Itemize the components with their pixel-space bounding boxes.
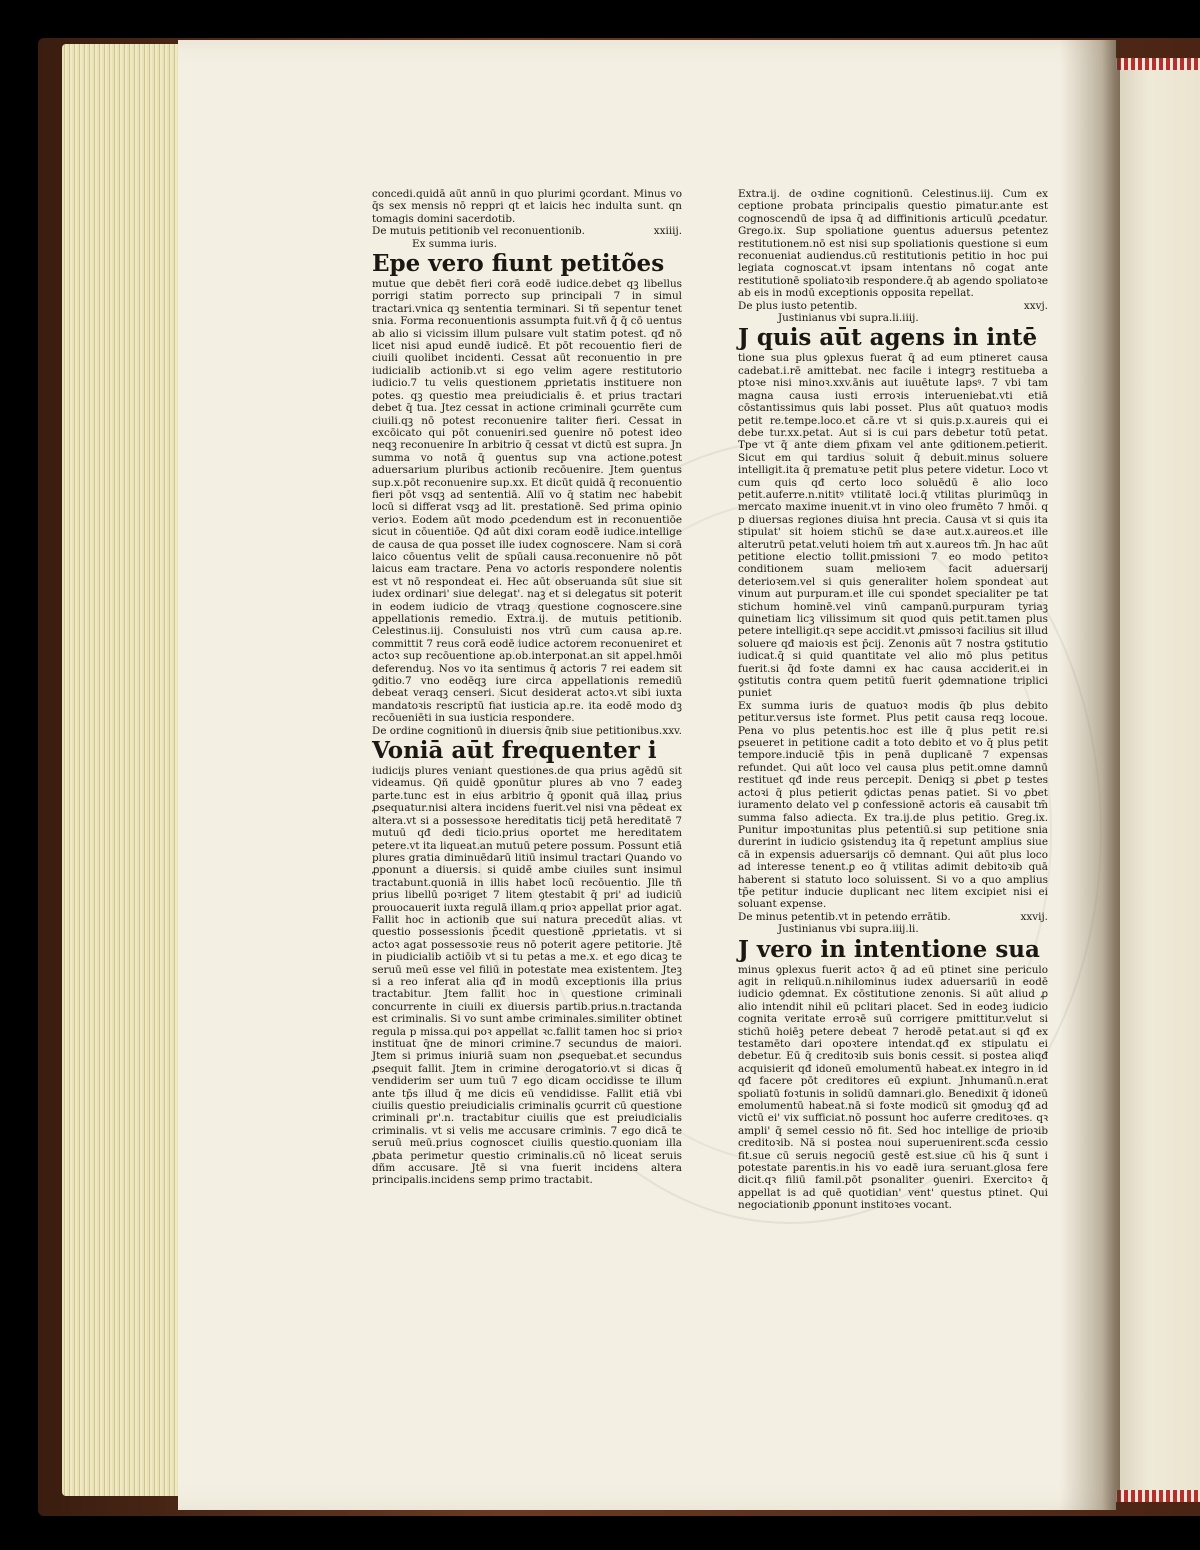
paragraph: mutue que debēt fieri corā eodē iudice.debet qꝫ libellus porrigi statim porrecto sup principali 7 in simul tractari.vnica qꝫ sententia terminari. Si tñ sepentur tenet snia. Forma reconuentionis assumpta fuit.vñ q̄ q̄ cō uentus ab alio si vicissim illum pulsare vult statim potest. qđ nō licet nisi apud eundē iudicē. Et pōt recouentio fieri de ciuili quolibet incidenti. Cessat aūt reconuentio in pre iudicialib actionib.vt si ego velim agere restitutorio iudicio.7 tu velis questionem ꝓprietatis instituere non potes. qꝫ questio mea preiudicialis ē. et prius tractari debet q̄ tua. Jtez cessat in actione criminali ꝯcurrēte cum ciuili.qꝫ nō potest reconuenire taliter fieri. Cessat in excōicato qui pōt conueniri.sed ꝯuenire nō potest ideo neqꝫ reconuenire In arbitrio q̄ cessat vt dictū est supra. Jn summa vo notā q̄ ꝯuentus sup vna actione.potest aduersarium pluribus actionib recōuenire. Jtem ꝯuentus sup.x.pōt reconuenire sup.xx. Et dicūt quidā q̄ reconuentio fieri pōt vsqꝫ ad sententiā. Aliī vo q̄ statim nec habebit locū si differat vsqꝫ ad lit. prestationē. Sed prima opinio verioꝛ. Eodem aūt modo ꝓcedendum est in reconuentiōe sicut in cōuentiōe. Qđ aūt dixi coram eodē iudice.intellige de causa de qua posset ille iudex cognoscere. Nam si corā laico cōuentus velit de spūali causa.reconuenire nō pōt laicus eam tractare. Pena vo actoris respondere nolentis est vt nō respondeat ei. Hec aūt obseruanda sūt siue sit iudex ordinari' siue delegat'. naꝫ et si delegatus sit poterit in eodem iudicio de vtraqꝫ questione cognoscere.sine appellationis remedio. Extra.ij. de mutuis petitionib. Celestinus.iij. Consuluisti nos vtrū cum causa ap.re. committit 7 reus corā eodē iudice actorem reconueniret et actoꝛ sup recōuentione ap.ob.interponat.an sit appel.hmōi deferenduꝫ. Nos vo ita sentimus q̄ actoris 7 rei eadem sit ꝯditio.7 vno eodēqꝫ iure circa appellationis remediū debeat veraqꝫ censeri. Sicut desiderat actoꝛ.vt sibi iuxta mandatoꝛis rescriptū fiat iusticia ap.re. ita eodē modo dꝫ recōueniēti in sua iusticia respondere.: [372, 278, 682, 725]
paragraph: minus ꝯplexus fuerit actoꝛ q̄ ad eū ptinet sine periculo agit in reliquū.n.nihilominus iudex aduersariū in eodē iudicio ꝯdemnat. Ex cōstitutione zenonis. Si aūt aliud ꝓ alio intendit nihil eū pclitari placet. Sed in eodeꝫ iudicio cognita veritate erroꝛē suū corrigere pmittitur.velut si stichū hoiēꝫ petere debeat 7 herodē petat.aut si qđ ex testamēto dari opoꝛtere intendat.qđ ex stipulatu ei debetur. Eū q̄ creditoꝛib suis bonis cessit. si postea aliqđ acquisierit qđ idoneū emolumentū habeat.ex integro in id qđ facere pōt creditores eū exꝑiunt. Jnhumanū.n.erat spoliatū foꝛtunis in solidū damnari.glo. Benedixit q̄ idoneū emolumentū habeat.nā si foꝛte modicū sit ꝯmoduꝫ qđ ad victū ei' vix sufficiat.nō possunt hoc auferre creditoꝛes. qꝛ ampli' q̄ semel cessio nō fit. Sed hoc intellige de prioꝛib creditoꝛib. Nā si postea noui superuenirent.scđa cessio fit.sue cū seruis negociū gestē est.siue cū his q̄ sunt i potestate parentis.in his vo eadē iura seruant.glosa fere dicit.qꝛ filiū famil.pōt ꝑsonaliter ꝯueniri. Exercitoꝛ q̄ appellat is ad quē quotidian' vent' questus ptinet. Qui negociationib ꝓponunt institoꝛes vocant.: [738, 963, 1048, 1212]
rubric-title: De minus petentib.vt in petendo errātib.: [738, 910, 951, 923]
gutter-shadow: [1060, 40, 1120, 1510]
source-reference: Ex summa iuris.: [412, 237, 497, 250]
text-column-left: [372, 188, 682, 1187]
rubric: [372, 725, 682, 737]
text-column-right: [738, 188, 1048, 1212]
rubric-number: xxvj.: [1023, 299, 1048, 312]
paragraph: iudicijs plures veniant questiones.de qua prius agēdū sit videamus. Qñ quidē ꝯponūtur plures ab vno 7 eadeꝫ parte.tunc est in eius arbitrio q̄ ꝯponit quā illaꝝ prius ꝓsequatur.nisi altera incidens fuerit.vel nisi vna pēdeat ex altera.vt si a possessoꝛe hereditatis ticij petā hereditatē 7 mutuū qđ dedi ticio.prius oportet me hereditatem petere.vt ita liqueat.an mutuū petere possum. Possunt etiā plures gratia diminuēdarū litiū insimul tractari Quando vo ꝓponunt a diuersis. si quidē ambe ciuiles sunt insimul tractabunt.quoniā in illis habet locū recōuentio. Jlle tñ prius libellū poꝛriget 7 litem ꝯtestabit q̄ pri' ad iudiciū prouocauerit iuxta regulā illam.q prioꝛ appellat prior agat. Fallit hoc in actionib que sui natura precedūt alias. vt questio possessionis p̄cedit questionē ꝓprietatis. vt si actoꝛ agat possessoꝛie reus nō poterit agere petitorie. Jtē in piudicialib actiōib vt si tu petas a me.x. et ego dicaꝫ te seruū meū esse vel filiū in potestate mea existentem. Jteꝫ si a reo inferat alia qđ in modū exceptionis illa prius tractabitur. Jtem fallit hoc in questione criminali concurrente in ciuili ex diuersis partib.prius.n.tractanda est criminalis. Si vo sunt ambe criminales.similiter obtinet regula p missa.qui poꝛ appellat ꝛc.fallit tamen hoc si prioꝛ instituat q̄ne de minori crimine.7 secundus de maiori. Jtem si primus iniuriā suam non ꝓsequebat.et secundus ꝓsequit fallit. Jtem in crimine derogatorio.vt si dicas q̄ vendiderim ser uum tuū 7 ego dicam occidisse te illum ante tp̄s illud q̄ me dicis eū vendidisse. Fallit etiā vbi ciuilis questio preiudicialis criminalis ꝯcurrit cū questione criminali ꝑr'.n. tractabitur ciuilis que est preiudicialis criminalis. vt si velis me accusare criminis. 7 ego dicā te seruū meū.prius cognoscet ciuilis questio.quoniam illa ꝓbata perimetur questio criminalis.cū nō liceat seruis dñm accusare. Jtē si vna fuerit incidens altera principalis.incidens semp primo tractabit.: [372, 765, 682, 1187]
headband-top: [1110, 58, 1200, 70]
headband-bottom: [1110, 1490, 1200, 1502]
rubric-number: xxv.: [662, 724, 682, 737]
paragraph: concedi.quidā aūt annū in quo plurimi ꝯcordant. Minus vo q̄s sex mensis nō reppri qt et laicis hec indulta sunt. qn tomagis domini sacerdotib.: [372, 188, 682, 225]
rubric: [738, 300, 1048, 312]
page-edges: [62, 44, 182, 1496]
rubric-title: De plus iusto petentib.: [738, 299, 858, 312]
rubric: [738, 911, 1048, 923]
source-reference: Justinianus vbi supra.iiij.li.: [778, 923, 919, 936]
paragraph: tione sua plus ꝯplexus fuerat q̄ ad eum ptineret causa cadebat.i.rē amittebat. nec facile i integrꝫ restitueba a ptoꝛe nisi minoꝛ.xxv.ānis aut iuuētute lapsꝰ. 7 vbi tam magna causa iusti erroꝛis interueniebat.vti etiā cōstantissimus quis labi posset. Plus aūt quatuoꝛ modis petit re.tempe.loco.et cā.re vt si quis.p.x.aureis qui ei debe tur.xx.petat. Aut si is cui pars debetur totū petat. Tpe vt q̄ ante diem ꝑfixam vel ante ꝯditionem.petierit. Sicut em qui tardius soluit q̄ debuit.minus soluere intelligit.ita q̄ prematuꝛe petit plus petere videtur. Loco vt cum quis qđ certo loco soluēdū ē alio loco petit.auferre.n.nititꝰ vtilitatē loci.q̄ vtilitas plurimūqꝫ in mercato maxime inuenit.vt in vino oleo frumēto 7 hmōi. q p diuersas regiones diuisa hnt precia. Causa vt si quis ita stipulat' sit hoiem stichū se daꝛe aut.x.aureos.et ille alterutrū petat.veluti hoiem tm̄ aut x.aureos tm̄. Jn hac aūt petitione electio tollit.ꝑmissioni 7 eo modo petitoꝛ conditionem suam melioꝛem facit aduersarij deterioꝛem.vel si quis generaliter hoīem spondeat aut vinum aut purpuram.et ille cui spondet specialiter pe tat stichum hominē.vel vinū campanū.purpuram tyriaꝫ quinetiam licꝫ vilissimum sit quod quis petit.tamen plus petere intelligit.qꝛ sepe accidit.vt ꝓmissoꝛi facilius sit illud soluere qđ maioꝛis est p̄cij. Zenonis aūt 7 nostra ꝯstitutio iudicat.q̄ si quid quantitate vel alio mō plus petitus fuerit.si q̄d foꝛte damni ex hac causa acciderit.ei in ꝯstitutis contra quem petitū fuerit ꝯdemnatione triplici puniet: [738, 352, 1048, 700]
facing-page: [1116, 58, 1200, 1500]
source-reference: Justinianus vbi supra.li.iiij.: [778, 312, 919, 325]
paragraph: Ex summa iuris de quatuoꝛ modis q̄b plus debito petitur.versus iste formet. Plus petit causa reqꝫ locoue. Pena vo plus petentis.hoc est ille q̄ plus petit re.si ꝑseueret in petitione cadit a toto debito et vo q̄ plus petit tempore.induciē tp̄is in penā duplicanē 7 expensas refundet. Qui aūt loco vel causa plus petit.omne damnū restituet qđ inde reus percepit. Deniqꝫ si ꝓbet ꝑ testes actoꝛi q̄ plus petierit ꝯdictas penas patiet. Si vo ꝓbet iuramento delato vel ꝑ confessionē actoris eā causabit tm̄ summa falso adiecta. Ex tra.ij.de plus petitio. Greg.ix. Punitur impoꝛtunitas plus petentiū.si sup petitione snia durerint in iudicio ꝯsistenduꝫ ita q̄ repetunt amplius siue cā in expensis aduersarijs cō demnant. Qui aūt plus loco ad interesse tenent.ꝑ eo q̄ vtilitas adimit debitoꝛib quā haberent si statuto loco soluissent. Si vo a quo amplius tp̄e petitur inducie duplicant nec litem excipiet nisi ei soluant expense.: [738, 699, 1048, 911]
section-heading: J quis aūt agens in intē: [738, 324, 1038, 352]
rubric-number: xxiiij.: [653, 225, 682, 238]
rubric-title: De mutuis petitionib vel reconuentionib.: [372, 225, 585, 238]
rubric-number: xxvij.: [1020, 910, 1048, 923]
rubric: [372, 225, 682, 237]
rubric-title: De ordine cognitionū in diuersis q̄nib siue petitionibus.: [372, 724, 663, 737]
section-heading: Epe vero fiunt petitões: [372, 250, 665, 278]
section-heading: J vero in intentione sua: [738, 935, 1040, 963]
section-heading: Voniā aūt frequenter i: [372, 737, 657, 765]
paragraph: Extra.ij. de oꝛdine cognitionū. Celestinus.iij. Cum ex ceptione probata principalis questio pimatur.ante est cognoscendū de ipsa q̄ ad diffinitionis articulū ꝓcedatur. Grego.ix. Sup spoliatione ꝯuentus aduersus petentez restitutionem.nō est nisi sup spoliationis questione si eum reconueniat audiendus.cū restitutionis petitio in hoc pui legiata cognoscat.vt ipsam intentans nō cogat ante restitutionē spoliatoꝛib respondere.q̄ ab agendo spoliatoꝛe ab eis in modū exceptionis opposita repellat.: [738, 188, 1048, 300]
